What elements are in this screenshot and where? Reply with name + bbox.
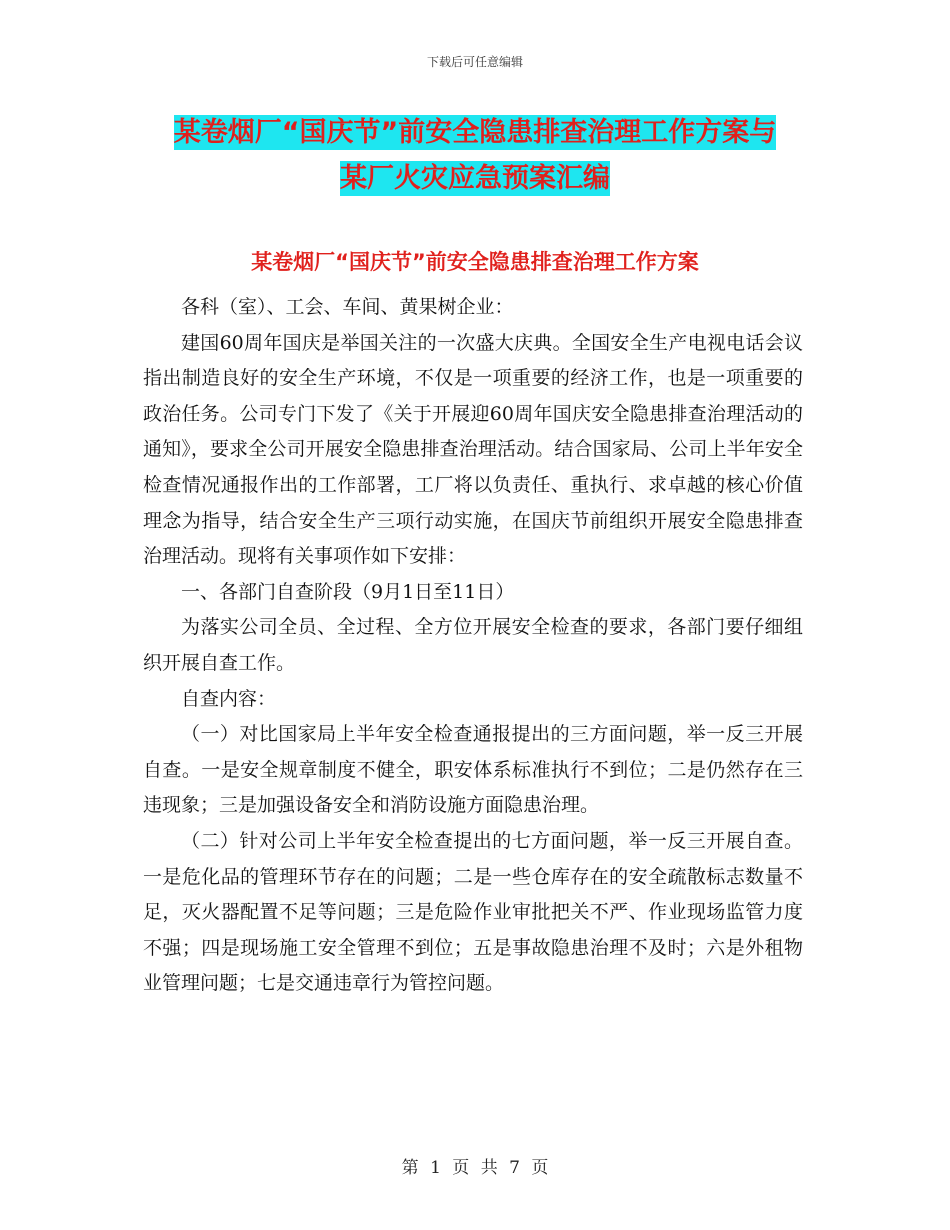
- document-title-line1: 某卷烟厂“国庆节”前安全隐患排查治理工作方案与: [173, 117, 777, 148]
- salutation: 各科（室）、工会、车间、黄果树企业：: [181, 296, 514, 318]
- paragraph: 自查内容：: [181, 687, 277, 710]
- section-heading: 一、各部门自查阶段（9月1日至11日）: [181, 580, 515, 603]
- paragraph: 建国60周年国庆是举国关注的一次盛大庆典。全国安全生产电视电话会议指出制造良好的安全生产环境，不仅是一项重要的经济工作，也是一项重要的政治任务。公司专门下发了《关于开展迎60周年国庆安全隐患排查治理活动的通知》，要求全公司开展安全隐患排查治理活动。结合国家局、公司上半年安全检查情况通报作出的工作部署，工厂将以负责任、重执行、求卓越的核心价值理念为指导，结合安全生产三项行动实施，在国庆节前组织开展安全隐患排查治理活动。现将有关事项作如下安排：: [143, 331, 803, 568]
- section-title: 某卷烟厂“国庆节”前安全隐患排查治理工作方案: [251, 250, 699, 274]
- document-body: [143, 290, 803, 1002]
- paragraph: 为落实公司全员、全过程、全方位开展安全检查的要求，各部门要仔细组织开展自查工作。: [143, 616, 803, 674]
- paragraph: （一）对比国家局上半年安全检查通报提出的三方面问题，举一反三开展自查。一是安全规章制度不健全，职安体系标准执行不到位；二是仍然存在三违现象；三是加强设备安全和消防设施方面隐患治理。: [143, 723, 803, 817]
- document-title-line2: 某厂火灾应急预案汇编: [340, 163, 610, 194]
- header-note: 下载后可任意编辑: [426, 55, 523, 69]
- document-title: [0, 110, 950, 202]
- paragraph: （二）针对公司上半年安全检查提出的七方面问题，举一反三开展自查。一是危化品的管理环节存在的问题；二是一些仓库存在的安全疏散标志数量不足，灭火器配置不足等问题；三是危险作业审批把关不严、作业现场监管力度不强；四是现场施工安全管理不到位；五是事故隐患治理不及时；六是外租物业管理问题；七是交通违章行为管控问题。: [143, 829, 803, 995]
- page-footer: 第 1 页 共 7 页: [401, 1158, 549, 1178]
